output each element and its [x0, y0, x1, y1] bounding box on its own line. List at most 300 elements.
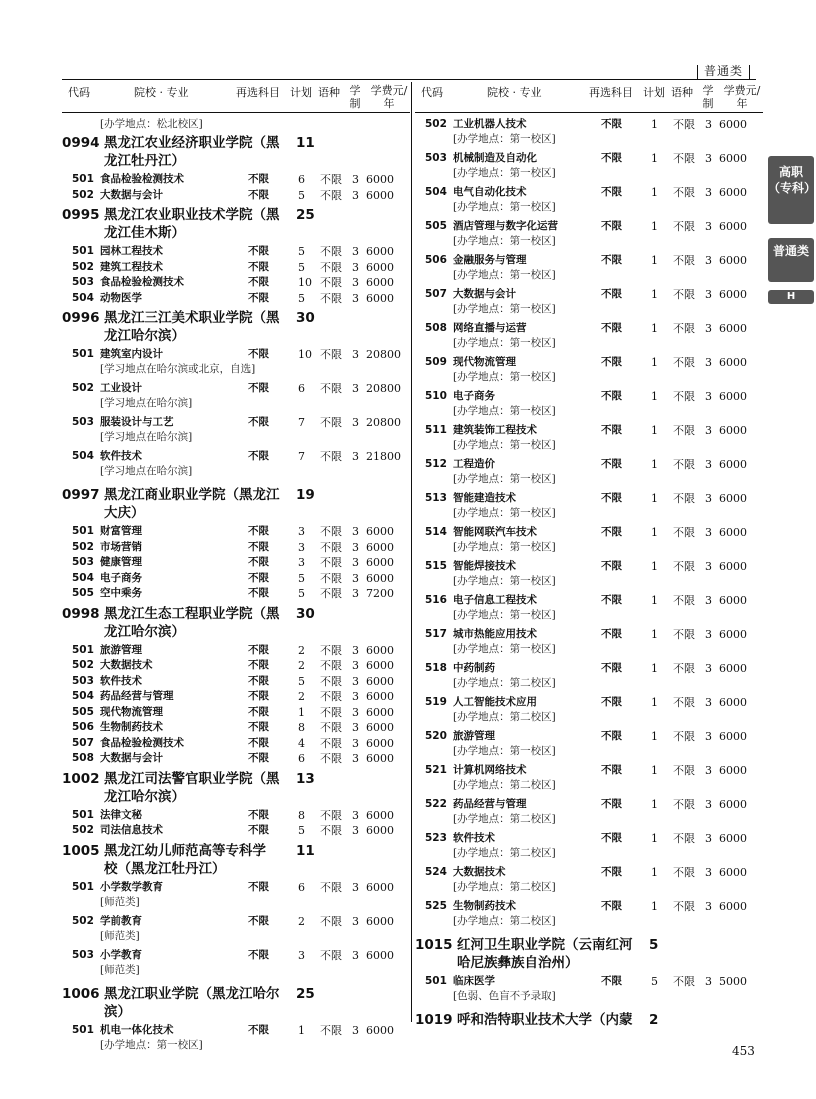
- major-row: [62, 172, 410, 188]
- col-plan: 计划: [643, 86, 665, 99]
- major-row: [415, 865, 763, 899]
- major-lang: 不限: [673, 322, 695, 335]
- major-subject: 不限: [248, 348, 269, 360]
- major-subject: 不限: [248, 260, 269, 273]
- major-name: 金融服务与管理: [453, 254, 527, 266]
- major-code: 519: [425, 696, 447, 708]
- major-lang: 不限: [673, 152, 695, 165]
- major-name: 生物制药技术: [100, 721, 163, 733]
- major-years: 3: [352, 914, 359, 928]
- major-row: [415, 423, 763, 457]
- category-tag: 普通类: [691, 62, 756, 79]
- major-code: 502: [72, 540, 94, 553]
- major-row: [62, 188, 410, 204]
- major-lang: 不限: [673, 798, 695, 811]
- major-note: [办学地点：第一校区]: [453, 201, 556, 213]
- major-subject: 不限: [601, 662, 622, 674]
- major-subject: 不限: [248, 245, 269, 257]
- school-name: 黑龙江生态工程职业学院（黑: [104, 605, 280, 622]
- major-years: 3: [352, 188, 359, 202]
- major-lang: 不限: [320, 245, 342, 258]
- major-fee: 6000: [366, 260, 394, 274]
- major-row: [62, 244, 410, 260]
- major-years: 3: [352, 276, 359, 289]
- col-code: 代码: [68, 86, 90, 99]
- major-subject: 不限: [601, 186, 622, 198]
- major-code: 511: [425, 424, 447, 436]
- major-lang: 不限: [673, 764, 695, 777]
- major-years: 3: [352, 416, 359, 429]
- major-row: [415, 899, 763, 933]
- major-years: 3: [705, 458, 712, 471]
- major-lang: 不限: [673, 662, 695, 675]
- school-code: 1002: [62, 770, 100, 787]
- school-plan: 25: [296, 985, 315, 1002]
- major-fee: 6000: [366, 276, 394, 289]
- right-column: [415, 82, 763, 1031]
- major-name: 工程造价: [453, 458, 495, 470]
- major-plan: 1: [651, 152, 658, 165]
- major-name: 大数据与会计: [100, 188, 163, 201]
- major-fee: 6000: [366, 525, 394, 538]
- school-plan: 5: [649, 937, 659, 953]
- major-note: [办学地点：第一校区]: [453, 133, 556, 145]
- major-row: [415, 287, 763, 321]
- major-fee: 20800: [366, 416, 401, 429]
- major-years: 3: [705, 628, 712, 641]
- major-subject: 不限: [248, 188, 269, 201]
- major-fee: 6000: [366, 808, 394, 822]
- major-subject: 不限: [601, 492, 622, 504]
- major-row: [62, 555, 410, 571]
- major-years: 3: [705, 594, 712, 607]
- major-code: 503: [72, 674, 94, 687]
- major-code: 504: [72, 450, 94, 462]
- major-note: [办学地点：第一校区]: [453, 473, 556, 485]
- school-name: 黑龙江幼儿师范高等专科学: [104, 842, 266, 859]
- major-plan: 1: [651, 764, 658, 777]
- col-name: 院校 · 专业: [487, 86, 542, 99]
- major-years: 3: [352, 674, 359, 688]
- major-plan: 1: [651, 730, 658, 743]
- major-name: 大数据技术: [100, 659, 153, 671]
- school-name: 黑龙江农业经济职业学院（黑: [104, 135, 280, 151]
- major-row: [415, 457, 763, 491]
- major-lang: 不限: [320, 416, 342, 429]
- major-code: 502: [72, 659, 94, 671]
- major-subject: 不限: [601, 560, 622, 572]
- major-code: 506: [425, 254, 447, 266]
- major-subject: 不限: [248, 705, 269, 718]
- major-row: [415, 831, 763, 865]
- side-tab-level: 高职（专科）: [768, 156, 814, 224]
- major-subject: 不限: [248, 643, 269, 656]
- major-code: 503: [72, 556, 94, 568]
- major-subject: 不限: [248, 880, 269, 893]
- major-subject: 不限: [601, 322, 622, 334]
- major-name: 临床医学: [453, 975, 495, 987]
- major-code: 502: [72, 824, 94, 836]
- school-code: 0998: [62, 605, 100, 622]
- major-plan: 6: [298, 752, 305, 765]
- major-plan: 4: [298, 736, 305, 750]
- major-fee: 6000: [366, 643, 394, 657]
- major-note: [色弱、色盲不予录取]: [453, 990, 556, 1002]
- major-years: 3: [705, 220, 712, 233]
- major-plan: 5: [298, 571, 305, 585]
- major-lang: 不限: [320, 1023, 342, 1037]
- major-lang: 不限: [673, 628, 695, 641]
- col-name: 院校 · 专业: [134, 86, 189, 99]
- major-note: [学习地点在哈尔滨]: [100, 431, 193, 443]
- major-lang: 不限: [320, 736, 342, 750]
- major-lang: 不限: [673, 526, 695, 539]
- major-lang: 不限: [673, 458, 695, 471]
- major-code: 521: [425, 764, 447, 776]
- major-plan: 1: [651, 458, 658, 471]
- major-subject: 不限: [248, 291, 269, 304]
- major-note: [办学地点：第二校区]: [453, 779, 556, 791]
- major-fee: 6000: [366, 914, 394, 928]
- major-years: 3: [352, 808, 359, 822]
- major-code: 505: [72, 587, 94, 599]
- major-plan: 2: [298, 643, 305, 657]
- school-plan: 11: [296, 842, 315, 859]
- major-row: [62, 291, 410, 307]
- major-subject: 不限: [248, 450, 269, 462]
- school-entry: [415, 936, 763, 972]
- major-fee: 6000: [366, 690, 394, 703]
- major-lang: 不限: [673, 186, 695, 199]
- major-fee: 6000: [366, 721, 394, 734]
- school-code: 1015: [415, 937, 453, 953]
- major-code: 512: [425, 458, 447, 470]
- major-fee: 6000: [719, 492, 747, 505]
- major-subject: 不限: [248, 948, 269, 961]
- major-fee: 6000: [719, 764, 747, 777]
- major-years: 3: [352, 948, 359, 962]
- major-name: 软件技术: [100, 674, 142, 687]
- major-row: [415, 729, 763, 763]
- major-plan: 10: [298, 348, 312, 361]
- side-tab-type: 普通类: [768, 238, 814, 282]
- major-years: 3: [352, 571, 359, 585]
- major-plan: 2: [298, 914, 305, 928]
- major-lang: 不限: [673, 730, 695, 743]
- major-fee: 6000: [719, 390, 747, 403]
- major-name: 司法信息技术: [100, 824, 163, 836]
- major-subject: 不限: [248, 540, 269, 553]
- major-note: [办学地点：第一校区]: [453, 507, 556, 519]
- major-note: [办学地点：第一校区]: [453, 405, 556, 417]
- major-plan: 1: [651, 798, 658, 811]
- major-lang: 不限: [320, 382, 342, 395]
- major-note: [办学地点：第二校区]: [453, 813, 556, 825]
- major-lang: 不限: [673, 900, 695, 913]
- major-note: [办学地点：第二校区]: [453, 677, 556, 689]
- major-years: 3: [352, 705, 359, 719]
- major-note: [办学地点：第一校区]: [453, 235, 556, 247]
- major-fee: 6000: [719, 152, 747, 165]
- major-name: 大数据与会计: [100, 752, 163, 764]
- major-plan: 7: [298, 416, 305, 429]
- major-lang: 不限: [320, 705, 342, 719]
- major-row: [62, 674, 410, 690]
- major-subject: 不限: [248, 416, 269, 428]
- major-row: [415, 117, 763, 151]
- major-lang: 不限: [673, 220, 695, 233]
- major-code: 507: [425, 288, 447, 300]
- major-plan: 10: [298, 276, 312, 289]
- major-years: 3: [705, 560, 712, 573]
- major-years: 3: [705, 975, 712, 988]
- major-code: 502: [72, 188, 94, 201]
- major-name: 机械制造及自动化: [453, 152, 537, 164]
- major-lang: 不限: [673, 832, 695, 845]
- major-row: [415, 627, 763, 661]
- school-entry: [62, 309, 410, 345]
- col-fee: 学费元/年: [370, 84, 408, 110]
- major-years: 3: [705, 254, 712, 267]
- major-years: 3: [705, 356, 712, 369]
- major-name: 财富管理: [100, 525, 142, 537]
- major-fee: 6000: [719, 628, 747, 641]
- major-row: [415, 695, 763, 729]
- major-code: 501: [72, 348, 94, 360]
- top-rule: [62, 79, 756, 80]
- major-name: 学前教育: [100, 914, 142, 927]
- major-lang: 不限: [320, 571, 342, 585]
- major-code: 520: [425, 730, 447, 742]
- major-code: 518: [425, 662, 447, 674]
- major-lang: 不限: [320, 348, 342, 361]
- major-note: [办学地点：第一校区]: [453, 439, 556, 451]
- col-plan: 计划: [290, 86, 312, 99]
- school-name: 黑龙江司法警官职业学院（黑: [104, 770, 280, 787]
- major-plan: 1: [651, 288, 658, 301]
- major-plan: 5: [298, 291, 305, 305]
- major-lang: 不限: [673, 356, 695, 369]
- major-lang: 不限: [320, 824, 342, 837]
- major-fee: 6000: [366, 173, 394, 186]
- major-plan: 6: [298, 382, 305, 395]
- major-code: 505: [425, 220, 447, 232]
- major-plan: 6: [298, 173, 305, 186]
- major-fee: 6000: [719, 118, 747, 131]
- school-name: 黑龙江三江美术职业学院（黑: [104, 310, 280, 326]
- major-lang: 不限: [320, 808, 342, 822]
- major-name: 食品检验检测技术: [100, 736, 184, 749]
- major-name: 电子商务: [100, 571, 142, 584]
- major-fee: 6000: [719, 696, 747, 709]
- school-line: [415, 1011, 711, 1029]
- major-code: 506: [72, 721, 94, 733]
- major-plan: 1: [651, 696, 658, 709]
- major-code: 503: [72, 416, 94, 428]
- school-plan: 25: [296, 207, 315, 223]
- major-years: 3: [705, 288, 712, 301]
- major-code: 501: [425, 975, 447, 987]
- major-fee: 6000: [719, 900, 747, 913]
- major-code: 507: [72, 736, 94, 749]
- major-plan: 1: [651, 662, 658, 675]
- major-row: [62, 736, 410, 752]
- school-name-cont: 龙江佳木斯）: [104, 225, 185, 241]
- major-years: 3: [705, 662, 712, 675]
- left-column: [62, 82, 410, 1057]
- major-subject: 不限: [248, 659, 269, 671]
- major-subject: 不限: [248, 914, 269, 927]
- major-plan: 5: [298, 260, 305, 274]
- major-name: 小学教育: [100, 948, 142, 961]
- major-subject: 不限: [248, 556, 269, 568]
- school-name-cont: 龙江哈尔滨）: [104, 328, 185, 344]
- major-code: 513: [425, 492, 447, 504]
- major-fee: 6000: [366, 556, 394, 569]
- major-name: 酒店管理与数字化运营: [453, 220, 558, 232]
- major-name: 电气自动化技术: [453, 186, 527, 198]
- major-subject: 不限: [248, 824, 269, 836]
- major-row: [415, 593, 763, 627]
- major-row: [415, 151, 763, 185]
- major-subject: 不限: [601, 900, 622, 912]
- major-fee: 6000: [366, 674, 394, 688]
- school-plan: 30: [296, 310, 315, 326]
- major-row: [62, 524, 410, 540]
- major-name: 法律文秘: [100, 808, 142, 821]
- major-plan: 1: [298, 1023, 305, 1037]
- major-row: [62, 705, 410, 721]
- major-fee: 20800: [366, 382, 401, 395]
- major-lang: 不限: [673, 560, 695, 573]
- major-lang: 不限: [320, 188, 342, 202]
- major-subject: 不限: [601, 975, 622, 987]
- major-row: [62, 948, 410, 982]
- major-name: 大数据与会计: [453, 288, 516, 300]
- major-fee: 6000: [366, 736, 394, 750]
- col-subject: 再选科目: [589, 86, 633, 99]
- major-plan: 3: [298, 525, 305, 538]
- major-fee: 6000: [366, 188, 394, 202]
- major-years: 3: [352, 880, 359, 894]
- major-years: 3: [352, 1023, 359, 1037]
- major-lang: 不限: [320, 643, 342, 657]
- major-name: 健康管理: [100, 556, 142, 568]
- major-code: 501: [72, 880, 94, 893]
- major-code: 504: [72, 291, 94, 304]
- major-row: [415, 797, 763, 831]
- school-code: 0994: [62, 135, 100, 151]
- major-subject: 不限: [248, 587, 269, 599]
- major-plan: 3: [298, 948, 305, 962]
- major-subject: 不限: [248, 276, 269, 288]
- major-years: 3: [705, 492, 712, 505]
- major-fee: 5000: [719, 975, 747, 988]
- school-name: 黑龙江商业职业学院（黑龙江: [104, 487, 280, 503]
- school-code: 1005: [62, 842, 100, 859]
- major-code: 503: [72, 948, 94, 961]
- school-name-cont: 龙江牡丹江）: [104, 153, 185, 169]
- major-plan: 5: [298, 188, 305, 202]
- major-code: 505: [72, 705, 94, 718]
- major-lang: 不限: [673, 118, 695, 131]
- major-name: 现代物流管理: [453, 356, 516, 368]
- major-lang: 不限: [320, 674, 342, 688]
- major-years: 3: [705, 696, 712, 709]
- major-plan: 1: [651, 118, 658, 131]
- major-code: 516: [425, 594, 447, 606]
- school-name-cont: 滨）: [104, 1003, 131, 1020]
- major-row: [415, 321, 763, 355]
- major-lang: 不限: [673, 866, 695, 879]
- major-name: 食品检验检测技术: [100, 173, 184, 185]
- major-years: 3: [352, 721, 359, 734]
- major-plan: 5: [298, 674, 305, 688]
- major-name: 电子商务: [453, 390, 495, 402]
- major-name: 电子信息工程技术: [453, 594, 537, 606]
- school-code: 0997: [62, 487, 100, 503]
- major-subject: 不限: [248, 690, 269, 702]
- school-entry: [62, 134, 410, 170]
- major-subject: 不限: [601, 458, 622, 470]
- major-code: 502: [72, 260, 94, 273]
- major-row: [415, 491, 763, 525]
- major-name: 动物医学: [100, 291, 142, 304]
- major-note: [办学地点：第一校区]: [453, 337, 556, 349]
- column-header: [62, 82, 410, 113]
- major-plan: 5: [298, 824, 305, 837]
- school-plan: 30: [296, 605, 315, 622]
- major-name: 工业设计: [100, 382, 142, 394]
- major-years: 3: [352, 348, 359, 361]
- major-code: 501: [72, 525, 94, 537]
- major-name: 软件技术: [453, 832, 495, 844]
- major-years: 3: [352, 824, 359, 837]
- major-lang: 不限: [320, 659, 342, 672]
- major-plan: 1: [651, 390, 658, 403]
- major-years: 3: [352, 245, 359, 258]
- major-row: [62, 823, 410, 839]
- major-plan: 1: [651, 832, 658, 845]
- major-years: 3: [705, 730, 712, 743]
- major-plan: 1: [651, 186, 658, 199]
- major-row: [62, 914, 410, 948]
- major-row: [62, 571, 410, 587]
- major-code: 509: [425, 356, 447, 368]
- major-fee: 21800: [366, 450, 401, 463]
- major-note: [办学地点：第一校区]: [453, 167, 556, 179]
- major-plan: 1: [651, 866, 658, 879]
- major-code: 501: [72, 808, 94, 821]
- column-header: [415, 82, 763, 113]
- major-subject: 不限: [248, 1023, 269, 1036]
- major-row: [62, 449, 410, 483]
- major-note: [办学地点：第二校区]: [453, 881, 556, 893]
- major-fee: 6000: [719, 356, 747, 369]
- major-row: [62, 643, 410, 659]
- major-name: 建筑工程技术: [100, 260, 163, 273]
- school-entry: [415, 1011, 763, 1029]
- school-code: 1019: [415, 1012, 453, 1028]
- major-name: 园林工程技术: [100, 245, 163, 257]
- major-fee: 6000: [366, 540, 394, 554]
- major-code: 503: [72, 276, 94, 288]
- major-lang: 不限: [320, 450, 342, 463]
- major-lang: 不限: [673, 424, 695, 437]
- major-row: [62, 808, 410, 824]
- major-lang: 不限: [320, 525, 342, 538]
- major-fee: 6000: [719, 798, 747, 811]
